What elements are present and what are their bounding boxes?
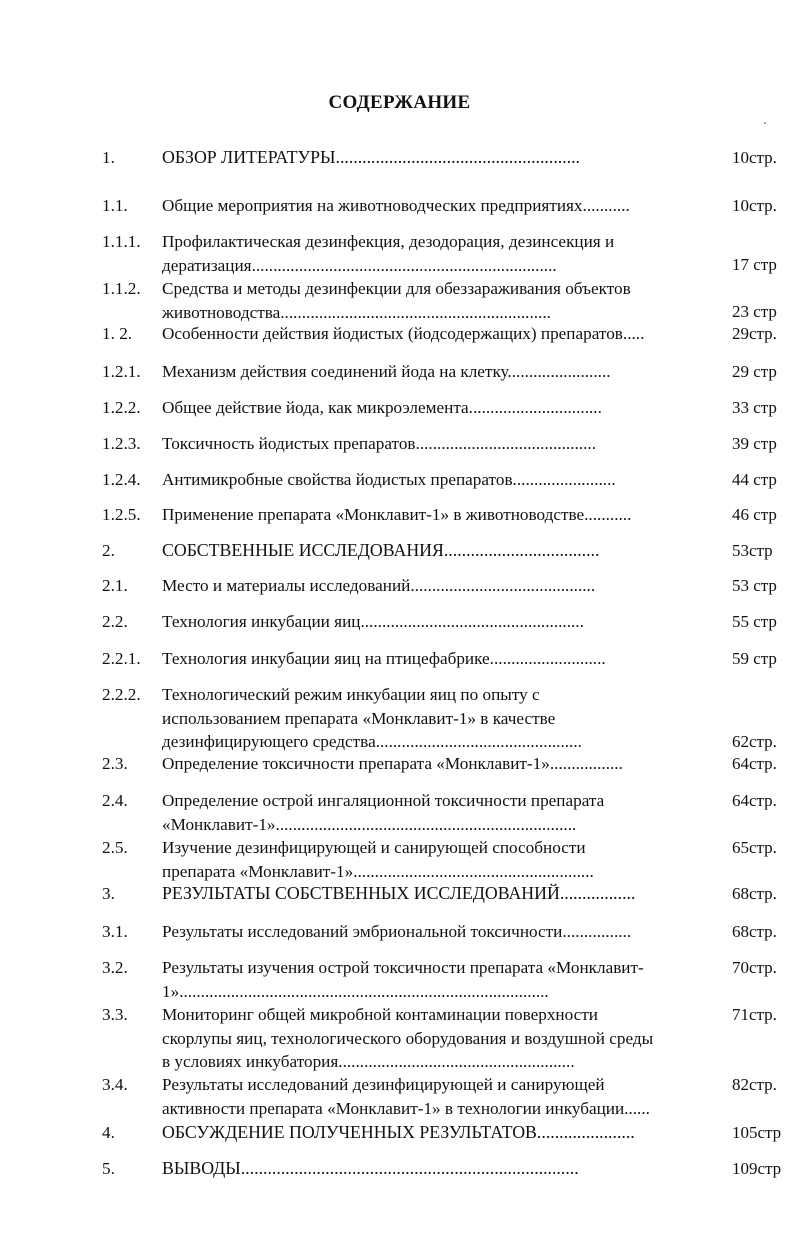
toc-entry-title — [162, 146, 722, 170]
toc-entry-line: Механизм действия соединений йода на клетку........................ — [162, 362, 611, 381]
toc-entry-line: использованием препарата «Монклавит-1» в качестве — [162, 708, 556, 728]
toc-entry-page: 68стр. — [732, 884, 777, 903]
toc-entry-page: 33 стр — [732, 398, 777, 417]
toc-entry-page: 71стр. — [732, 1005, 777, 1024]
toc-entry-title — [162, 1157, 722, 1181]
scan-speck — [764, 122, 766, 124]
toc-entry-line: «Монклавит-1»...................................................................... — [162, 814, 577, 834]
toc-entry-line: Применение препарата «Монклавит-1» в животноводстве........... — [162, 505, 632, 524]
toc-entry-number: 5. — [102, 1159, 115, 1178]
toc-entry-title — [162, 574, 722, 598]
toc-entry-page: 105стр — [732, 1123, 782, 1142]
toc-entry-line: Особенности действия йодистых (йодсодержащих) препаратов..... — [162, 324, 645, 343]
toc-entry-title — [162, 1003, 722, 1074]
toc-entry-title — [162, 836, 722, 883]
toc-entry-number: 3.2. — [102, 958, 128, 977]
toc-entry-page: 46 стр — [732, 505, 777, 524]
toc-entry-title — [162, 503, 722, 527]
toc-entry-number: 2. — [102, 541, 115, 560]
toc-entry-line: ОБСУЖДЕНИЕ ПОЛУЧЕННЫХ РЕЗУЛЬТАТОВ...................... — [162, 1122, 635, 1142]
toc-entry-number: 1.2.2. — [102, 398, 141, 417]
toc-entry-title — [162, 360, 722, 384]
toc-entry-line: Общие мероприятия на животноводческих предприятиях........... — [162, 196, 630, 215]
toc-entry-line: Антимикробные свойства йодистых препаратов........................ — [162, 470, 616, 489]
toc-entry-page: 65стр. — [732, 838, 777, 857]
toc-entry-page: 10стр. — [732, 148, 777, 167]
toc-entry-title — [162, 647, 722, 671]
toc-entry-number: 1. — [102, 148, 115, 167]
toc-entry-title — [162, 230, 722, 277]
toc-entry-line: Место и материалы исследований........................................... — [162, 576, 596, 595]
toc-entry-line: Определение токсичности препарата «Монклавит-1»................. — [162, 754, 623, 773]
toc-entry-line: ОБЗОР ЛИТЕРАТУРЫ....................................................... — [162, 147, 580, 167]
toc-entry-title — [162, 468, 722, 492]
toc-entry-title — [162, 610, 722, 634]
toc-entry-page: 64стр. — [732, 791, 777, 810]
toc-entry-page: 70стр. — [732, 958, 777, 977]
toc-entry-number: 2.4. — [102, 791, 128, 810]
toc-entry-title — [162, 920, 722, 944]
toc-entry-number: 1. 2. — [102, 324, 133, 343]
toc-entry-line: Результаты исследований дезинфицирующей и санирующей — [162, 1075, 605, 1094]
toc-entry-title — [162, 539, 722, 563]
toc-entry-number: 1.2.3. — [102, 434, 141, 453]
toc-entry-title — [162, 322, 722, 346]
toc-entry-number: 1.1.1. — [102, 232, 141, 251]
toc-entry-number: 1.2.1. — [102, 362, 141, 381]
toc-entry-title — [162, 396, 722, 420]
toc-entry-line: в условиях инкубатория....................................................... — [162, 1052, 575, 1071]
toc-entry-page: 10стр. — [732, 196, 777, 215]
toc-entry-line: РЕЗУЛЬТАТЫ СОБСТВЕННЫХ ИССЛЕДОВАНИЙ................. — [162, 883, 636, 903]
toc-entry-title — [162, 683, 722, 754]
toc-entry-page: 55 стр — [732, 612, 777, 631]
toc-entry-number: 2.1. — [102, 576, 128, 595]
toc-entry-title — [162, 752, 722, 776]
toc-entry-title — [162, 882, 722, 906]
page-title: СОДЕРЖАНИЕ — [328, 92, 471, 113]
toc-entry-page: 59 стр — [732, 649, 777, 668]
toc-entry-page: 62стр. — [732, 732, 777, 751]
toc-entry-line: Общее действие йода, как микроэлемента............................... — [162, 398, 602, 417]
toc-entry-number: 3.4. — [102, 1075, 128, 1094]
toc-entry-line: Средства и методы дезинфекции для обеззараживания объектов — [162, 279, 631, 298]
toc-entry-line: скорлупы яиц, технологического оборудования и воздушной среды — [162, 1028, 654, 1048]
toc-entry-line: дезинфицирующего средства................................................ — [162, 732, 582, 751]
toc-entry-number: 2.3. — [102, 754, 128, 773]
toc-entry-line: Технология инкубации яиц на птицефабрике........................... — [162, 649, 606, 668]
toc-entry-page: 29стр. — [732, 324, 777, 343]
toc-entry-title — [162, 1073, 722, 1120]
toc-entry-page: 68стр. — [732, 922, 777, 941]
toc-entry-page: 109стр — [732, 1159, 782, 1178]
toc-entry-page: 53стр — [732, 541, 773, 560]
toc-entry-page: 39 стр — [732, 434, 777, 453]
toc-entry-line: Изучение дезинфицирующей и санирующей способности — [162, 838, 586, 857]
toc-entry-line: Профилактическая дезинфекция, дезодорация, дезинсекция и — [162, 232, 615, 251]
toc-entry-page: 82стр. — [732, 1075, 777, 1094]
toc-entry-number: 1.2.5. — [102, 505, 141, 524]
toc-entry-page: 53 стр — [732, 576, 777, 595]
toc-entry-page: 23 стр — [732, 302, 777, 321]
toc-entry-line: Результаты исследований эмбриональной токсичности................ — [162, 922, 632, 941]
toc-entry-title — [162, 956, 722, 1003]
toc-entry-line: 1»...................................................................................... — [162, 981, 549, 1001]
toc-entry-line: Токсичность йодистых препаратов.......................................... — [162, 434, 596, 453]
toc-entry-line: Определение острой ингаляционной токсичности препарата — [162, 791, 605, 810]
toc-entry-line: ВЫВОДЫ............................................................................ — [162, 1158, 579, 1178]
toc-entry-page: 64стр. — [732, 754, 777, 773]
toc-entry-title — [162, 1121, 722, 1145]
toc-entry-line: СОБСТВЕННЫЕ ИССЛЕДОВАНИЯ................................... — [162, 540, 600, 560]
toc-entry-line: Результаты изучения острой токсичности препарата «Монклавит- — [162, 958, 644, 977]
toc-entry-line: Технологический режим инкубации яиц по опыту с — [162, 685, 540, 704]
toc-entry-number: 1.1.2. — [102, 279, 141, 298]
toc-entry-line: животноводства............................................................... — [162, 302, 551, 322]
toc-entry-line: Мониторинг общей микробной контаминации поверхности — [162, 1005, 598, 1024]
toc-entry-number: 2.2. — [102, 612, 128, 631]
toc-entry-title — [162, 432, 722, 456]
toc-entry-title — [162, 789, 722, 836]
toc-entry-number: 3.3. — [102, 1005, 128, 1024]
toc-entry-line: Технология инкубации яиц.................................................... — [162, 612, 584, 631]
toc-entry-page: 29 стр — [732, 362, 777, 381]
toc-entry-number: 1.2.4. — [102, 470, 141, 489]
toc-entry-line: активности препарата «Монклавит-1» в технологии инкубации...... — [162, 1098, 650, 1118]
toc-entry-number: 1.1. — [102, 196, 128, 215]
toc-entry-number: 2.2.2. — [102, 685, 141, 704]
toc-entry-line: препарата «Монклавит-1»........................................................ — [162, 861, 594, 881]
toc-entry-page: 44 стр — [732, 470, 777, 489]
toc-entry-page: 17 стр — [732, 255, 777, 274]
toc-entry-number: 4. — [102, 1123, 115, 1142]
toc-entry-number: 2.2.1. — [102, 649, 141, 668]
toc-entry-number: 2.5. — [102, 838, 128, 857]
toc-entry-number: 3.1. — [102, 922, 128, 941]
toc-entry-title — [162, 194, 722, 218]
toc-entry-title — [162, 277, 722, 324]
toc-entry-line: дератизация....................................................................... — [162, 255, 557, 275]
toc-entry-number: 3. — [102, 884, 115, 903]
